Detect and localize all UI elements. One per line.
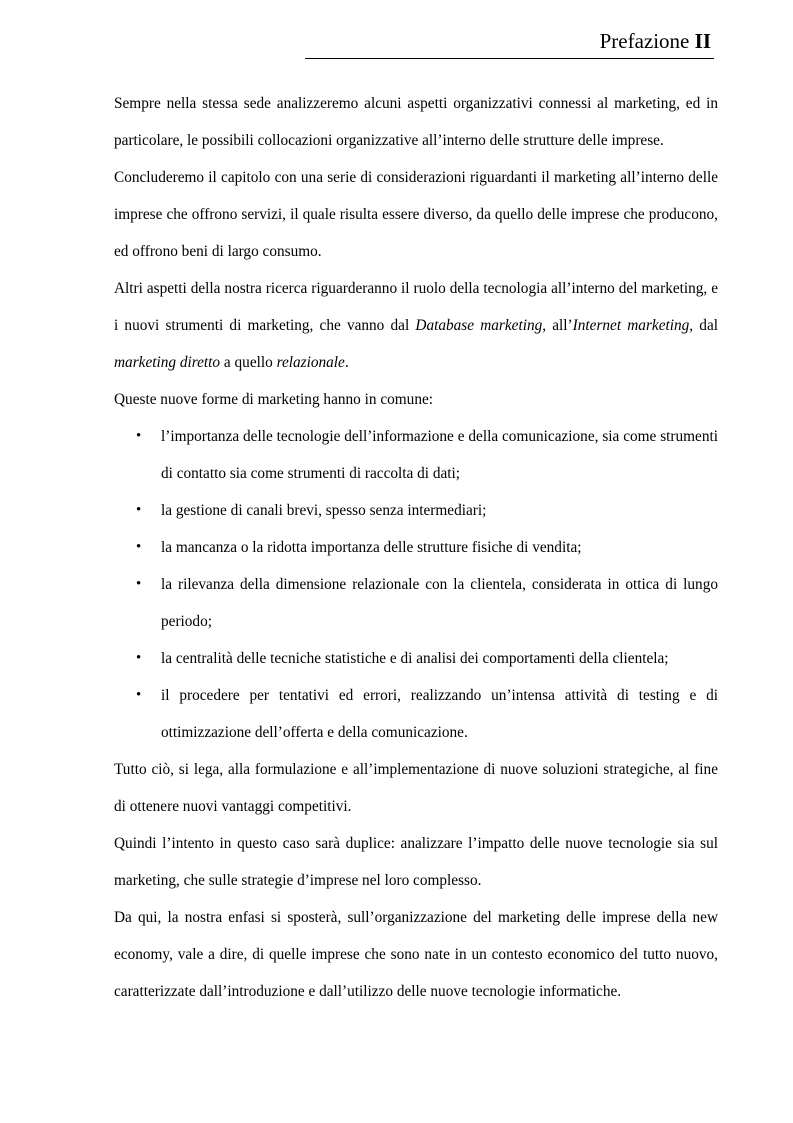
bullet-icon: • — [136, 502, 142, 518]
list-item-text: la gestione di canali brevi, spesso senza intermediari; — [161, 502, 487, 519]
list-item — [114, 529, 718, 566]
list-item-text: l’importanza delle tecnologie dell’informazione e della comunicazione, sia come strumenti di contatto sia come strumenti di raccolta di dati; — [161, 428, 718, 482]
list-item-text: il procedere per tentativi ed errori, realizzando un’intensa attività di testing e di ottimizzazione dell’offerta e della comunicazione. — [161, 687, 718, 741]
term-marketing-diretto: marketing diretto — [114, 354, 221, 371]
list-item — [114, 677, 718, 751]
paragraph-3-text: . — [344, 354, 349, 371]
list-item — [114, 492, 718, 529]
paragraph-2: Concluderemo il capitolo con una serie di considerazioni riguardanti il marketing all’interno delle imprese che offrono servizi, il quale risulta essere diverso, da quello delle imprese che producono, ed offrono beni di largo consumo. — [114, 169, 718, 260]
bullet-icon: • — [136, 687, 142, 703]
header-title: Prefazione — [599, 29, 690, 53]
paragraph-7: Da qui, la nostra enfasi si sposterà, sull’organizzazione del marketing delle imprese della new economy, vale a dire, di quelle imprese che sono nate in un contesto economico del tutto nuovo, caratterizzate dall’introduzione e dall’utilizzo delle nuove tecnologie informatiche. — [114, 909, 718, 1000]
paragraph-3-text: a quello — [220, 354, 277, 371]
paragraph-3-text: Altri aspetti della nostra ricerca riguarderanno il ruolo della tecnologia all’interno del marketing, e i nuovi strumenti di marketing, che vanno dal — [114, 280, 718, 334]
list-item-text: la centralità delle tecniche statistiche e di analisi dei comportamenti della clientela; — [161, 650, 669, 667]
list-item — [114, 418, 718, 492]
term-database-marketing: Database marketing — [415, 317, 543, 334]
list-item — [114, 566, 718, 640]
page-number: II — [694, 29, 711, 53]
paragraph-1: Sempre nella stessa sede analizzeremo alcuni aspetti organizzativi connessi al marketing, ed in particolare, le possibili collocazioni organizzative all’interno delle strutture delle imprese. — [114, 95, 718, 149]
term-internet-marketing: Internet marketing, — [572, 317, 694, 334]
paragraph-6: Quindi l’intento in questo caso sarà duplice: analizzare l’impatto delle nuove tecnologie sia sul marketing, che sulle strategie d’imprese nel loro complesso. — [114, 835, 718, 889]
paragraph-3-text: dal — [693, 317, 718, 334]
header-rule — [305, 58, 714, 59]
bullet-icon: • — [136, 539, 142, 555]
bullet-icon: • — [136, 650, 142, 666]
paragraph-3 — [114, 270, 718, 381]
paragraph-3-text: , all’ — [542, 317, 573, 334]
paragraph-5: Tutto ciò, si lega, alla formulazione e all’implementazione di nuove soluzioni strategiche, al fine di ottenere nuovi vantaggi competitivi. — [114, 761, 718, 815]
body-text — [114, 85, 718, 1010]
term-relazionale: relazionale — [276, 354, 345, 371]
list-item-text: la mancanza o la ridotta importanza delle strutture fisiche di vendita; — [161, 539, 582, 556]
page-header — [600, 28, 711, 54]
bullet-icon: • — [136, 428, 142, 444]
bullet-list — [114, 418, 718, 751]
list-item — [114, 640, 718, 677]
bullet-icon: • — [136, 576, 142, 592]
paragraph-4: Queste nuove forme di marketing hanno in comune: — [114, 391, 434, 408]
list-item-text: la rilevanza della dimensione relazionale con la clientela, considerata in ottica di lungo periodo; — [161, 576, 718, 630]
